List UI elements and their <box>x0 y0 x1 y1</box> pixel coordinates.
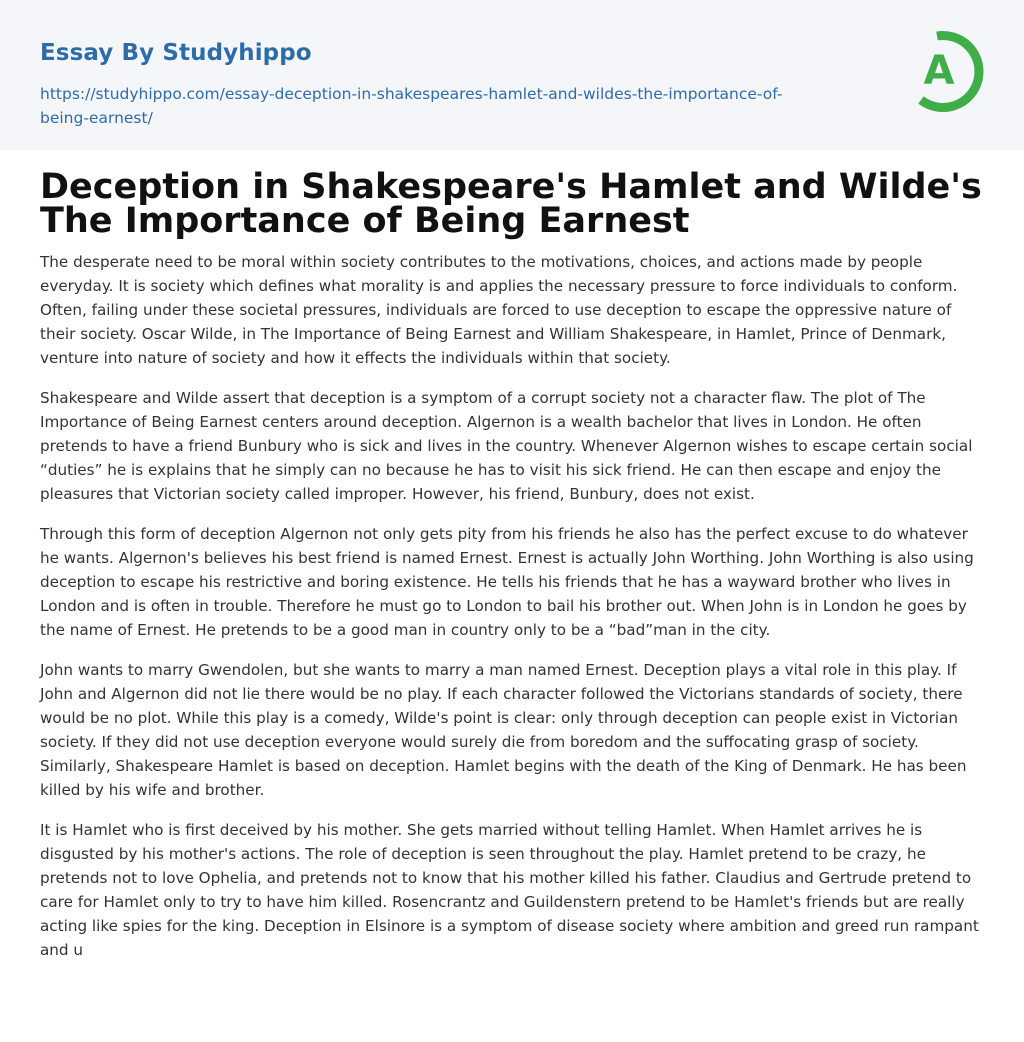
paragraph: Through this form of deception Algernon not only gets pity from his friends he also has the perfect excuse to do whatever he wants. Algernon's believes his best friend is named Ernest. Ernest is actually John Worthing. John Worthing is also using deception to escape his restrictive and boring existence. He tells his friends that he has a wayward brother who lives in London and is often in trouble. Therefore he must go to London to bail his brother out. When John is in London he goes by the name of Ernest. He pretends to be a good man in country only to be a “bad”man in the city. <box>40 525 974 639</box>
paragraph: The desperate need to be moral within society contributes to the motivations, choices, and actions made by people everyday. It is society which defines what morality is and applies the necessary pressure to force individuals to conform. Often, failing under these societal pressures, individuals are forced to use deception to escape the oppressive nature of their society. Oscar Wilde, in The Importance of Being Earnest and William Shakespeare, in Hamlet, Prince of Denmark, venture into nature of society and how it effects the individuals within that society. <box>40 253 958 367</box>
essay-body <box>40 250 988 978</box>
essay-title: Deception in Shakespeare's Hamlet and Wilde's The Importance of Being Earnest <box>40 167 982 241</box>
site-brand[interactable]: Essay By Studyhippo <box>40 40 312 66</box>
paragraph: Shakespeare and Wilde assert that deception is a symptom of a corrupt society not a character flaw. The plot of The Importance of Being Earnest centers around deception. Algernon is a wealth bachelor that lives in London. He often pretends to have a friend Bunbury who is sick and lives in the country. Whenever Algernon wishes to escape certain social “duties” he is explains that he simply can no because he has to visit his sick friend. He can then escape and enjoy the pleasures that Victorian society called improper. However, his friend, Bunbury, does not exist. <box>40 389 973 503</box>
paragraph: It is Hamlet who is first deceived by his mother. She gets married without telling Hamlet. When Hamlet arrives he is disgusted by his mother's actions. The role of deception is seen throughout the play. Hamlet pretend to be crazy, he pretends not to love Ophelia, and pretends not to know that his mother killed his father. Claudius and Gertrude pretend to care for Hamlet only to try to have him killed. Rosencrantz and Guildenstern pretend to be Hamlet's friends but are really acting like spies for the king. Deception in Elsinore is a symptom of disease society where ambition and greed run rampant and u <box>40 821 979 959</box>
studyhippo-logo[interactable] <box>907 28 987 116</box>
site-header <box>0 0 1024 150</box>
paragraph: John wants to marry Gwendolen, but she wants to marry a man named Ernest. Deception plays a vital role in this play. If John and Algernon did not lie there would be no play. If each character followed the Victorians standards of society, there would be no plot. While this play is a comedy, Wilde's point is clear: only through deception can people exist in Victorian society. If they did not use deception everyone would surely die from boredom and the suffocating grasp of society. Similarly, Shakespeare Hamlet is based on deception. Hamlet begins with the death of the King of Denmark. He has been killed by his wife and brother. <box>40 661 967 799</box>
essay-url-link[interactable]: https://studyhippo.com/essay-deception-in-shakespeares-hamlet-and-wildes-the-importance-of-being-earnest/ <box>40 85 783 127</box>
logo-letter: A <box>923 48 955 94</box>
